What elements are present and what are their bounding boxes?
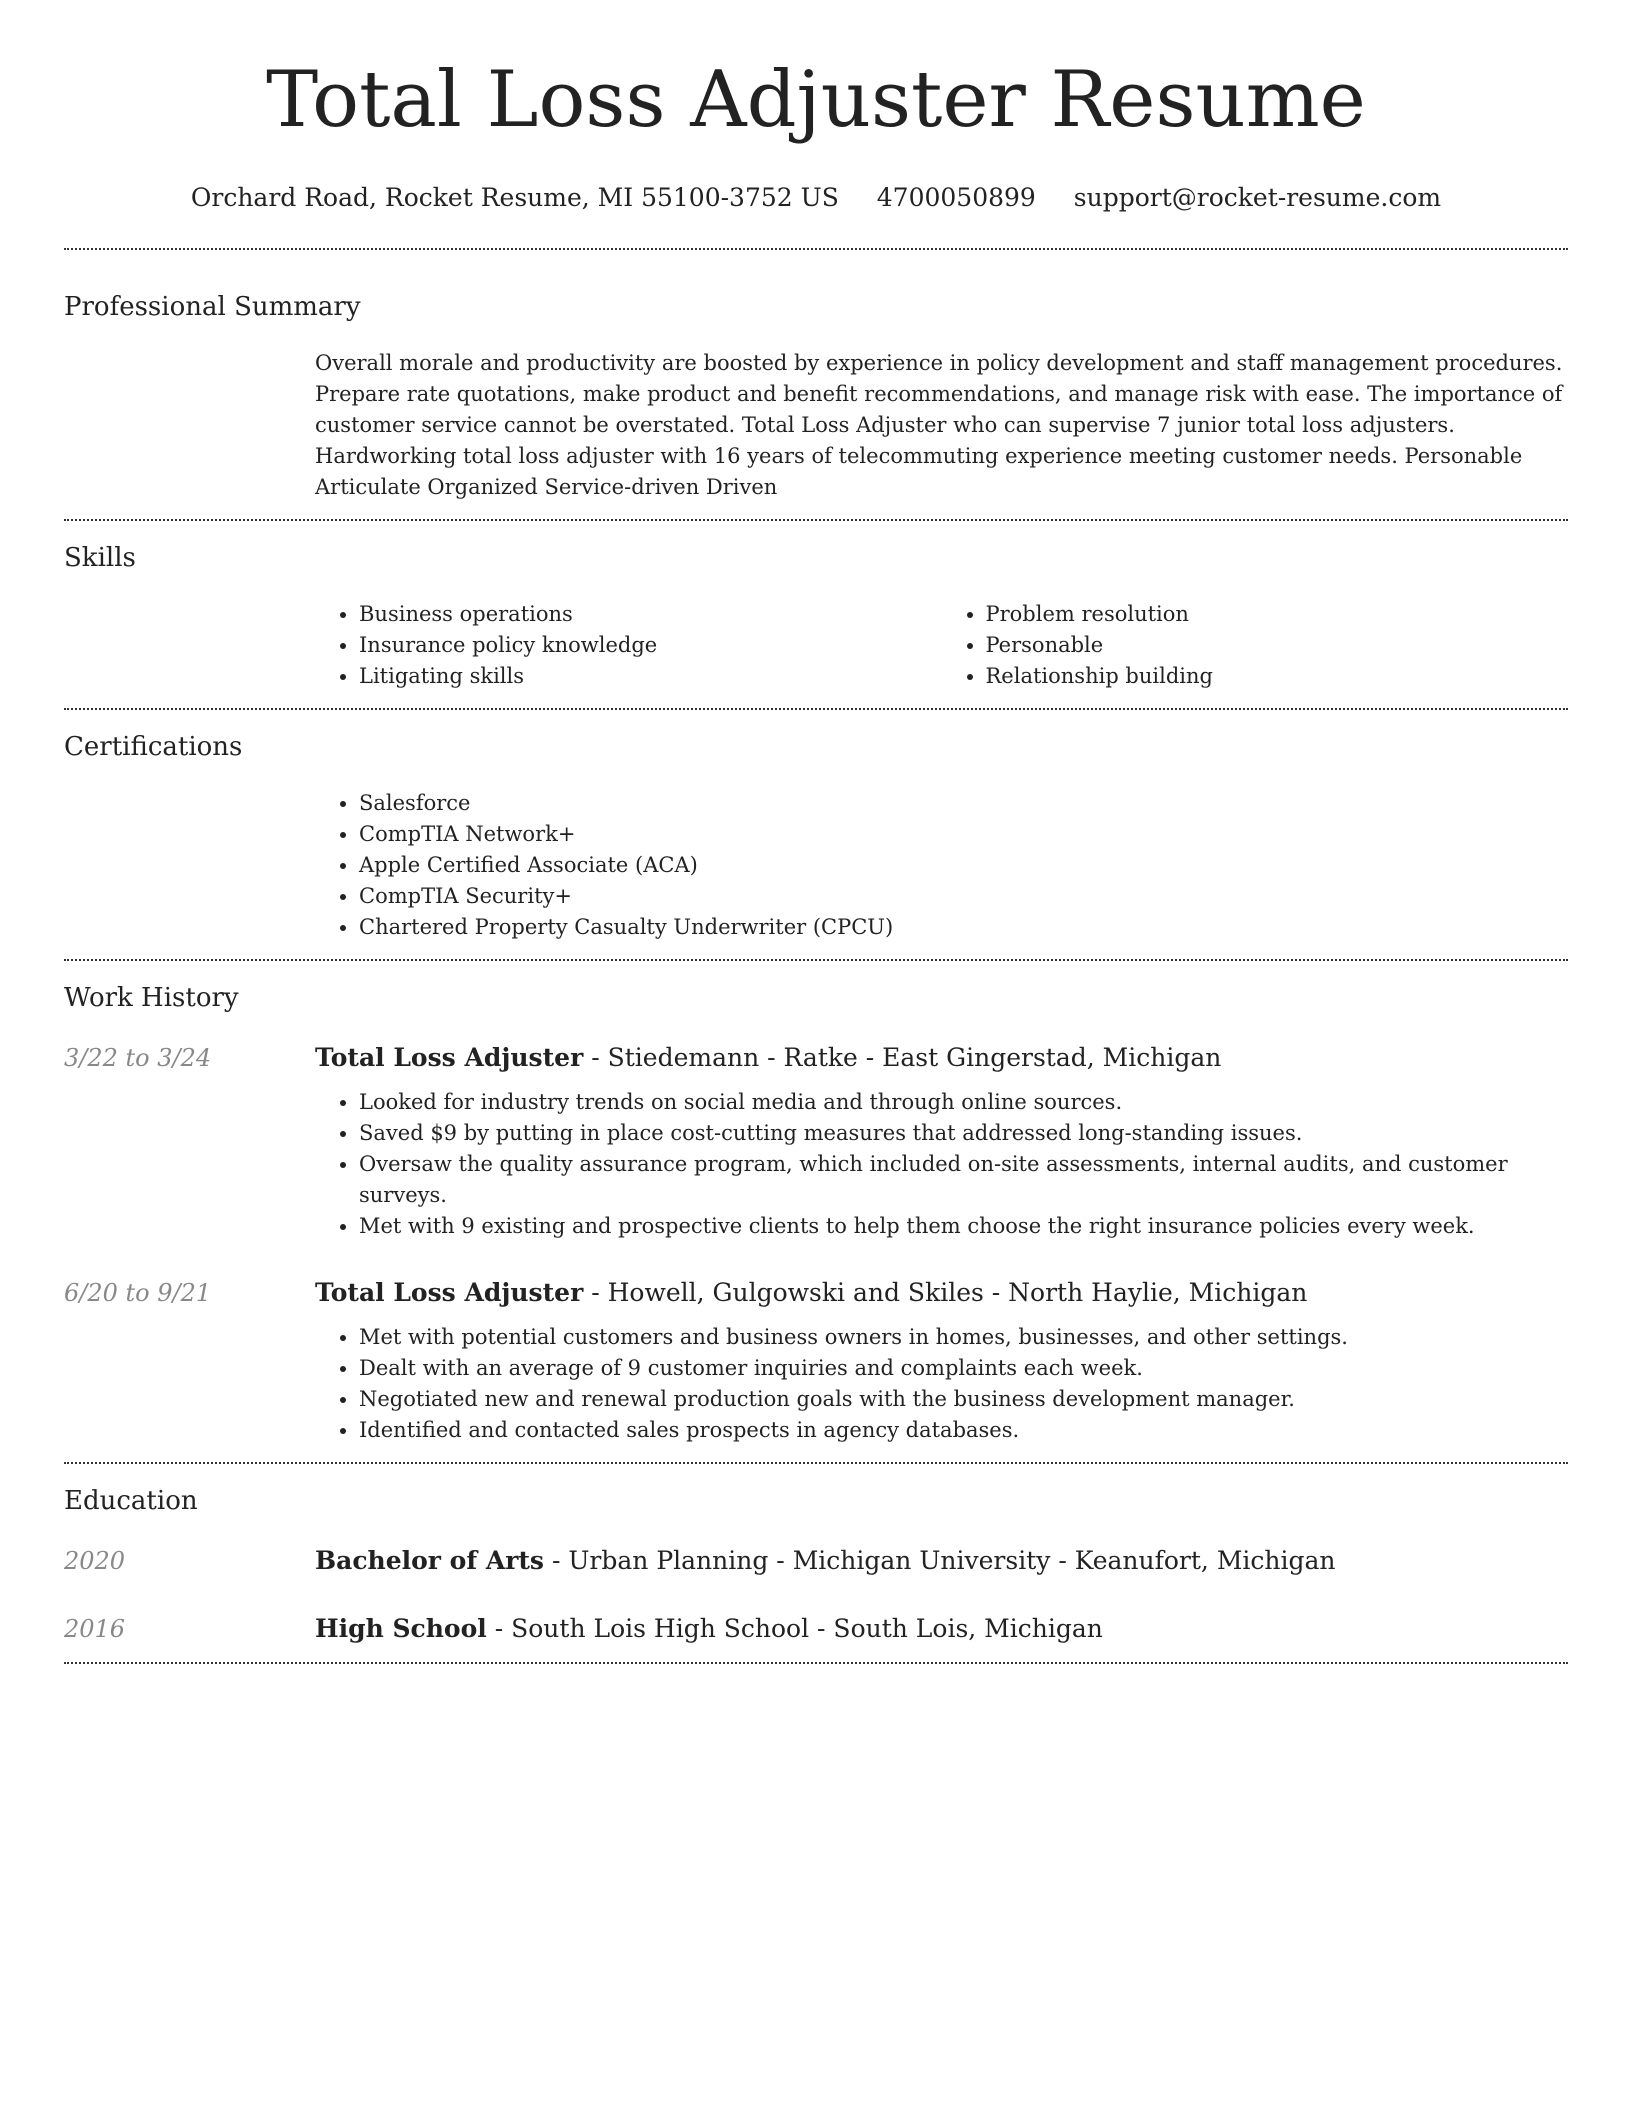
skill-item: • Problem resolution [986,599,1569,630]
section-title-skills: Skills [64,543,136,573]
job-body [315,1041,1568,1242]
education-divider [64,1662,1568,1664]
education-details: - South Lois High School - South Lois, Michigan [486,1614,1103,1643]
job-dates: 6/20 to 9/21 [64,1279,212,1307]
job-bullet: • Saved $9 by putting in place cost-cutting measures that addressed long-standing issues. [359,1118,1568,1149]
education-entry [64,1612,1568,1646]
certification-item: • Chartered Property Casualty Underwriter (CPCU) [359,912,1568,943]
certification-item: • Apple Certified Associate (ACA) [359,850,1568,881]
job-bullet: • Met with potential customers and business owners in homes, businesses, and other settings. [359,1322,1568,1353]
job-details: - Stiedemann - Ratke - East Gingerstad, Michigan [583,1043,1222,1072]
skill-item: • Business operations [359,599,942,630]
education-year: 2020 [64,1547,126,1575]
skills-grid [315,599,1568,692]
job-dates: 3/22 to 3/24 [64,1044,212,1072]
job-bullet: • Identified and contacted sales prospects in agency databases. [359,1415,1568,1446]
education-degree: High School [315,1614,487,1643]
job-details: - Howell, Gulgowski and Skiles - North Haylie, Michigan [583,1278,1308,1307]
job-body [315,1276,1568,1446]
section-title-work-history: Work History [64,983,239,1013]
certifications-list-wrap [315,788,1568,943]
certification-item: • Salesforce [359,788,1568,819]
skill-item: • Personable [986,630,1569,661]
work-history-section [64,961,1568,1462]
section-title-summary: Professional Summary [64,292,361,322]
job-entry [64,1041,1568,1242]
job-title [315,1041,1568,1075]
job-bullet: • Met with 9 existing and prospective clients to help them choose the right insurance policies every week. [359,1211,1568,1242]
certification-item: • CompTIA Network+ [359,819,1568,850]
skills-list-left [315,599,942,692]
section-title-education: Education [64,1486,198,1516]
education-title [315,1612,1103,1646]
resume-title: Total Loss Adjuster Resume [266,55,1366,145]
job-role: Total Loss Adjuster [315,1043,584,1072]
contact-phone: 4700050899 [876,183,1036,212]
education-details: - Urban Planning - Michigan University - Keanufort, Michigan [544,1546,1336,1575]
skill-item: • Litigating skills [359,661,942,692]
job-bullet: • Negotiated new and renewal production goals with the business development manager. [359,1384,1568,1415]
job-entry [64,1276,1568,1446]
skill-item: • Insurance policy knowledge [359,630,942,661]
certifications-section [64,710,1568,959]
professional-summary-section [64,250,1568,519]
job-bullets [315,1322,1568,1446]
section-title-certifications: Certifications [64,732,243,762]
skills-list-right [942,599,1569,692]
contact-email: support@rocket-resume.com [1073,183,1442,212]
certifications-list [315,788,1568,943]
contact-address: Orchard Road, Rocket Resume, MI 55100-3752 US [190,183,839,212]
job-bullet: • Looked for industry trends on social media and through online sources. [359,1087,1568,1118]
job-bullet: • Dealt with an average of 9 customer inquiries and complaints each week. [359,1353,1568,1384]
job-bullet: • Oversaw the quality assurance program, which included on-site assessments, internal audits, and customer surveys. [359,1149,1568,1211]
education-section [64,1464,1568,1662]
job-bullets [315,1087,1568,1242]
summary-text: Overall morale and productivity are boosted by experience in policy development and staff management procedures. Prepare rate quotations, make product and benefit recommendations, and manage risk with ease. The importance of customer service cannot be overstated. Total Loss Adjuster who can supervise 7 junior total loss adjusters. Hardworking total loss adjuster with 16 years of telecommuting experience meeting customer needs. Personable Articulate Organized Service-driven Driven [315,351,1563,499]
education-title [315,1544,1336,1578]
education-entry [64,1544,1568,1578]
job-role: Total Loss Adjuster [315,1278,584,1307]
job-title [315,1276,1568,1310]
contact-line [64,182,1568,214]
education-degree: Bachelor of Arts [315,1546,545,1575]
certification-item: • CompTIA Security+ [359,881,1568,912]
skill-item: • Relationship building [986,661,1569,692]
skills-section [64,521,1568,708]
education-year: 2016 [64,1615,126,1643]
